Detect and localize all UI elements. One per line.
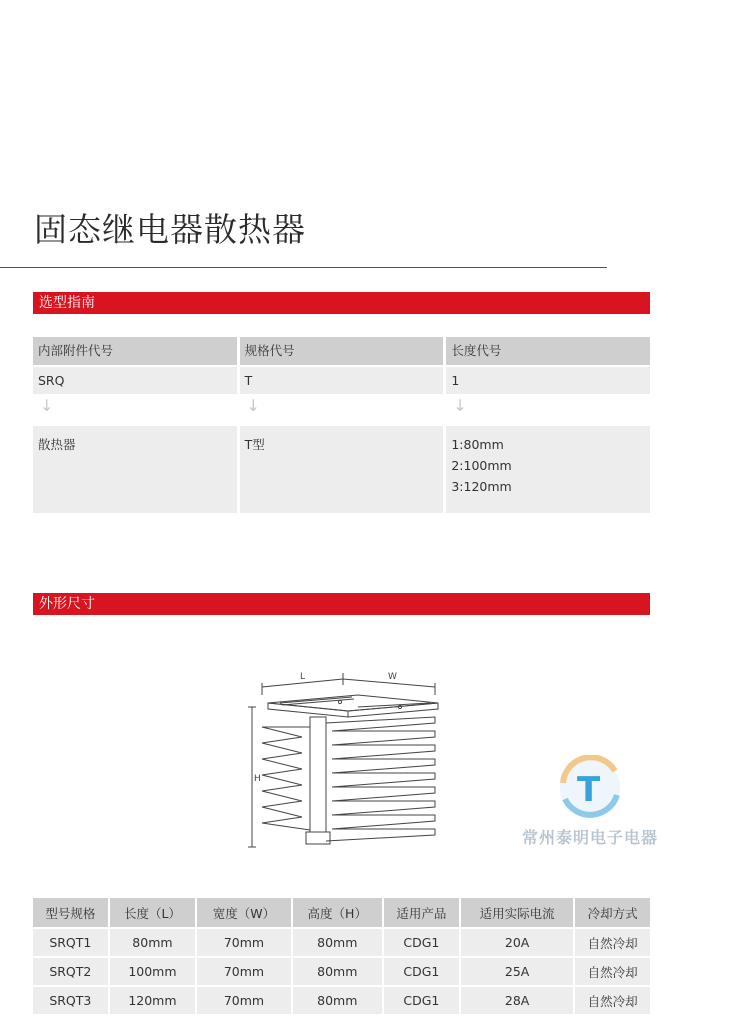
cell-width: 70mm: [196, 957, 292, 986]
guide-code-length: 1: [446, 367, 650, 394]
cell-current: 20A: [460, 928, 574, 957]
spec-header-height: 高度（H）: [292, 898, 383, 928]
cell-model: SRQT3: [33, 986, 109, 1014]
guide-description-row: [33, 426, 650, 513]
guide-code-row: [33, 365, 650, 394]
watermark: [505, 755, 675, 855]
table-row: [33, 928, 650, 957]
spec-header-row: [33, 898, 650, 928]
cell-model: SRQT2: [33, 957, 109, 986]
guide-desc-accessory: [33, 426, 237, 513]
cell-cooling: 自然冷却: [574, 928, 650, 957]
cell-width: 70mm: [196, 986, 292, 1014]
cell-product: CDG1: [383, 928, 460, 957]
label-length: L: [300, 672, 306, 682]
arrow-down-icon: ↓: [40, 396, 54, 415]
spec-header-model: 型号规格: [33, 898, 109, 928]
guide-desc-accessory-text: 散热器: [38, 437, 76, 452]
cell-cooling: 自然冷却: [574, 957, 650, 986]
table-row: [33, 986, 650, 1014]
length-option: 3:120mm: [451, 479, 512, 494]
cell-height: 80mm: [292, 928, 383, 957]
guide-code-spec: T: [240, 367, 444, 394]
section-bar-selection-guide: 选型指南: [33, 292, 650, 314]
cell-length: 100mm: [109, 957, 197, 986]
cell-height: 80mm: [292, 986, 383, 1014]
spec-table: [33, 898, 650, 1014]
title-divider: [0, 267, 607, 268]
company-logo-icon: [505, 755, 675, 825]
cell-width: 70mm: [196, 928, 292, 957]
page-title: 固态继电器散热器: [34, 210, 306, 249]
table-row: [33, 957, 650, 986]
cell-product: CDG1: [383, 957, 460, 986]
length-option: 1:80mm: [451, 437, 504, 452]
heatsink-drawing: [240, 665, 450, 860]
spec-header-width: 宽度（W）: [196, 898, 292, 928]
cell-product: CDG1: [383, 986, 460, 1014]
length-option: 2:100mm: [451, 458, 512, 473]
guide-desc-spec-text: T型: [244, 437, 265, 452]
spec-header-product: 适用产品: [383, 898, 460, 928]
cell-model: SRQT1: [33, 928, 109, 957]
arrow-down-icon: ↓: [453, 396, 467, 415]
guide-header-accessory: 内部附件代号: [33, 337, 237, 365]
logo-letter: T: [577, 770, 601, 810]
cell-current: 25A: [460, 957, 574, 986]
cell-height: 80mm: [292, 957, 383, 986]
cell-cooling: 自然冷却: [574, 986, 650, 1014]
guide-code-accessory: SRQ: [33, 367, 237, 394]
spec-header-current: 适用实际电流: [460, 898, 574, 928]
selection-guide-table: [33, 337, 650, 513]
section-bar-dimensions: 外形尺寸: [33, 593, 650, 615]
arrow-down-icon: ↓: [246, 396, 261, 415]
cell-length: 80mm: [109, 928, 197, 957]
guide-desc-spec: [240, 426, 444, 513]
spec-header-cooling: 冷却方式: [574, 898, 650, 928]
spec-header-length: 长度（L）: [109, 898, 197, 928]
guide-arrow-row: [33, 394, 650, 426]
guide-header-row: [33, 337, 650, 365]
label-width: W: [388, 672, 397, 682]
label-height: H: [254, 774, 261, 784]
guide-header-spec: 规格代号: [240, 337, 444, 365]
watermark-company-name: 常州泰明电子电器: [521, 828, 658, 847]
guide-header-length: 长度代号: [446, 337, 650, 365]
cell-current: 28A: [460, 986, 574, 1014]
cell-length: 120mm: [109, 986, 197, 1014]
guide-desc-length: [446, 426, 650, 513]
